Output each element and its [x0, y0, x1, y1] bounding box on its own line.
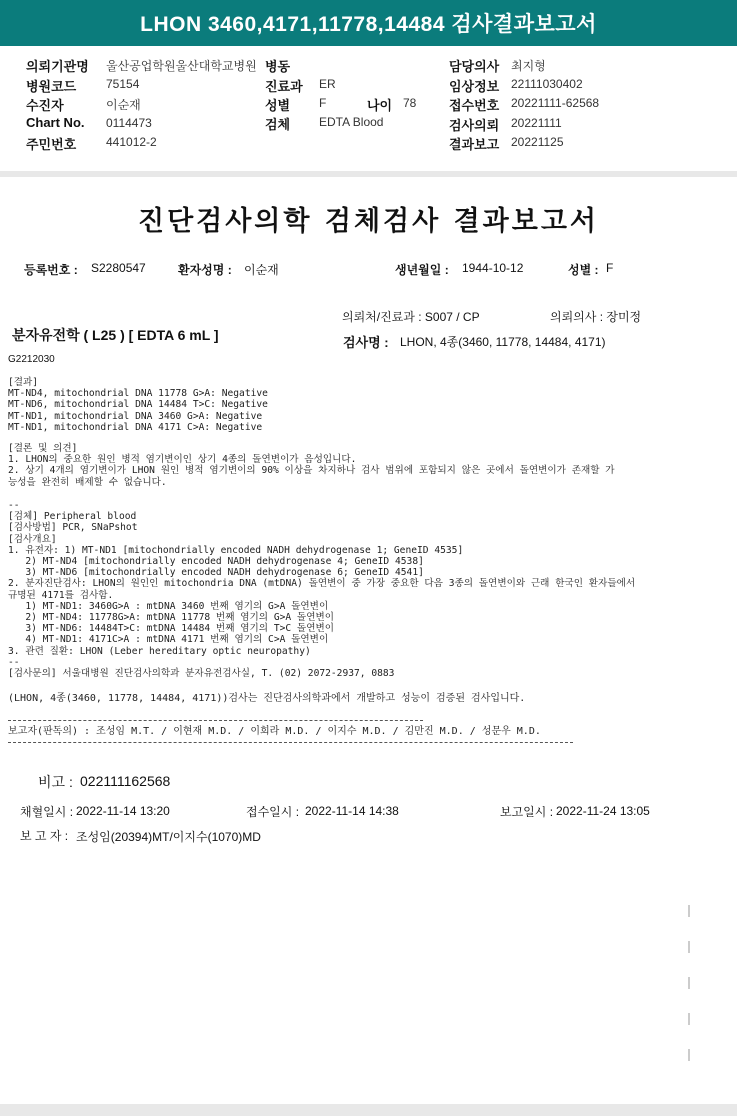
clinical-value: 22111030402 [511, 77, 583, 91]
report-sex-label: 성별 : [568, 263, 599, 277]
lab-report-document [0, 177, 737, 1104]
assignee-value: 최지형 [511, 59, 546, 73]
sex-label: 성별 [265, 98, 291, 113]
divider-top [8, 720, 423, 721]
test-label: 검사명 : [343, 335, 389, 350]
result-value: 20221125 [511, 135, 564, 149]
result-label: 결과보고 [449, 137, 500, 152]
hospital-value: 울산공업학원울산대학교병원 [106, 59, 257, 73]
bottom-bar [0, 1104, 737, 1116]
rrn-value: 441012-2 [106, 135, 157, 149]
rrn-label: 주민번호 [26, 137, 77, 152]
specimen-id: G2212030 [8, 354, 55, 365]
test-value: LHON, 4종(3460, 11778, 14484, 4171) [400, 335, 606, 349]
specimen-label: 검체 [265, 117, 291, 132]
reporter-line: 보고자(판독의) : 조성임 M.T. / 이현재 M.D. / 이희라 M.D. / 이지수 M.D. / 김만진 M.D. / 성문우 M.D. [8, 726, 541, 737]
code-value: 75154 [106, 77, 140, 91]
method-block: -- [검체] Peripheral blood [검사방법] PCR, SNaPshot [검사개요] 1. 유전자: 1) MT-ND1 [mitochondrially encoded NADH dehydrogenase 1; GeneID 4535] 2) MT-ND4 [mitochondrially encoded NADH dehydrogenase 4; GeneID 4538] 3) MT-ND6 [mitochondrially encoded NADH dehydrogenase 6; GeneID 4541] 2. 분자진단검사: LHON의 원인인 mitochondria DNA (mtDNA) 돌연변이 중 가장 중요한 다음 3종의 돌연변이와 근래 한국인 환자들에서 규명된 4171를 검사함. 1) MT-ND1: 3460G>A : mtDNA 3460 번째 염기의 G>A 돌연변이 2) MT-ND4: 11778G>A: mtDNA 11778 번째 염기의 G>A 돌연변이 3) MT-ND6: 14484T>C: mtDNA 14484 번째 염기의 T>C 돌연변이 4) MT-ND1: 4171C>A : mtDNA 4171 번째 염기의 C>A 돌연변이 3. 관련 질환: LHON (Leber hereditary optic neuropathy) -- [검사문의] 서울대병원 진단검사의학과 분자유전검사실, T. (02) 2072-2937, 0883 [8, 500, 636, 680]
margin-mark [688, 1013, 690, 1025]
conclusion-block: [결론 및 의견] 1. LHON의 중요한 원인 병적 염기변이인 상기 4종의 돌연변이가 음성입니다. 2. 상기 4개의 염기변이가 LHON 원인 병적 염기변이의 90% 이상을 차지하나 검사 범위에 포함되지 않은 곳에서 돌연변이가 존재할 가 능성을 완전히 배제할 수 없습니다. [8, 443, 615, 488]
draw-value: 2022-11-14 13:20 [76, 804, 170, 818]
specimen-value: EDTA Blood [319, 115, 384, 129]
margin-mark [688, 941, 690, 953]
patient-label: 수진자 [26, 98, 64, 113]
divider-bottom [8, 742, 573, 743]
patient-name-label: 환자성명 : [178, 263, 232, 277]
reg-value: S2280547 [91, 261, 146, 275]
margin-mark [688, 1049, 690, 1061]
clinical-label: 임상정보 [449, 79, 500, 94]
chart-label: Chart No. [26, 115, 85, 130]
banner-title: LHON 3460,4171,11778,14484 검사결과보고서 [140, 13, 597, 36]
receipt-label: 접수번호 [449, 98, 500, 113]
report-sex-value: F [606, 261, 614, 275]
report-title: 진단검사의학 검체검사 결과보고서 [137, 206, 600, 237]
request-value: 20221111 [511, 116, 562, 130]
margin-mark [688, 905, 690, 917]
dob-label: 생년월일 : [395, 263, 449, 277]
receipt-time-value: 2022-11-14 14:38 [305, 804, 399, 818]
dept-label: 진료과 [265, 79, 303, 94]
reporter-value: 조성임(20394)MT/이지수(1070)MD [76, 830, 261, 844]
sex-value: F [319, 96, 327, 110]
draw-label: 채혈일시 : [20, 805, 74, 819]
doctor-line: 의뢰의사 : 장미정 [550, 310, 642, 324]
reporter-label: 보 고 자 : [20, 829, 69, 843]
section-heading: 분자유전학 ( L25 ) [ EDTA 6 mL ] [12, 327, 219, 343]
receipt-value: 20221111-62568 [511, 96, 600, 110]
remark-value: 022111162568 [80, 773, 171, 789]
development-note: (LHON, 4종(3460, 11778, 14484, 4171))검사는 진단검사의학과에서 개발하고 성능이 검증된 검사입니다. [8, 693, 526, 704]
request-info-header [0, 50, 737, 170]
age-value: 78 [403, 96, 417, 110]
reg-label: 등록번호 : [24, 263, 78, 277]
patient-name-value: 이순재 [244, 263, 279, 277]
report-time-value: 2022-11-24 13:05 [556, 804, 650, 818]
patient-value: 이순재 [106, 98, 141, 112]
dept-value: ER [319, 77, 336, 91]
remark-label: 비고 : [38, 774, 73, 790]
assignee-label: 담당의사 [449, 59, 500, 74]
receipt-time-label: 접수일시 : [246, 805, 300, 819]
code-label: 병원코드 [26, 79, 77, 94]
age-label: 나이 [367, 98, 393, 113]
chart-value: 0114473 [106, 116, 152, 130]
hospital-label: 의뢰기관명 [26, 59, 89, 74]
report-banner [0, 0, 737, 46]
dob-value: 1944-10-12 [462, 261, 524, 275]
ward-label: 병동 [265, 59, 291, 74]
result-block: [결과] MT-ND4, mitochondrial DNA 11778 G>A: Negative MT-ND6, mitochondrial DNA 14484 T>C: Negative MT-ND1, mitochondrial DNA 3460 G>A: Negative MT-ND1, mitochondrial DNA 4171 C>A: Negative [8, 377, 268, 433]
report-time-label: 보고일시 : [500, 805, 554, 819]
dept-line: 의뢰처/진료과 : S007 / CP [342, 310, 480, 324]
margin-mark [688, 977, 690, 989]
request-label: 검사의뢰 [449, 118, 500, 133]
